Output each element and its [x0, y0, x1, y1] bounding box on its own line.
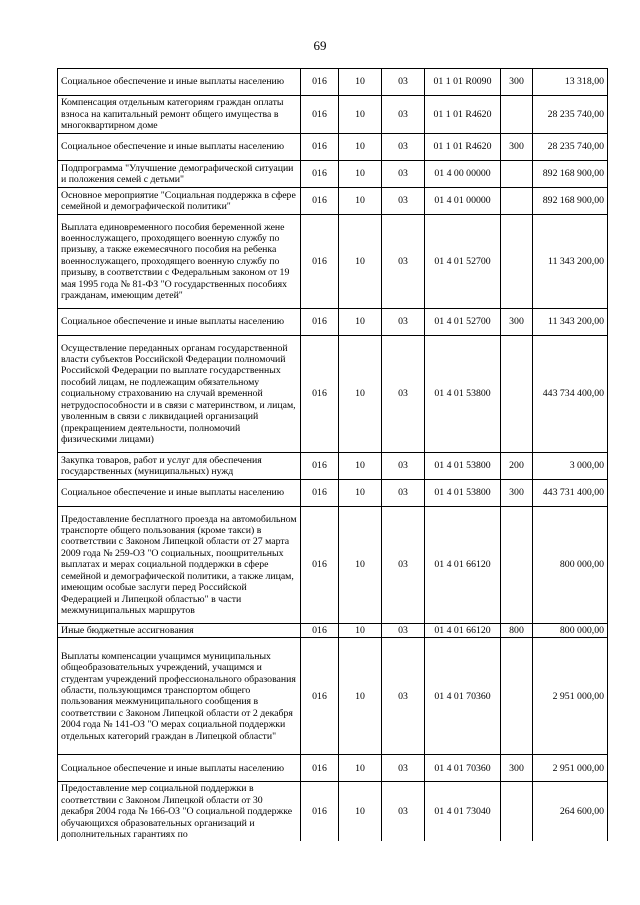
row-amount: 443 731 400,00 [533, 480, 608, 507]
row-ministry-code: 016 [301, 215, 339, 309]
row-amount: 28 235 740,00 [533, 134, 608, 161]
row-section-code: 10 [339, 96, 382, 134]
page-number: 69 [313, 38, 327, 53]
table-row [58, 96, 608, 134]
table-row [58, 188, 608, 215]
row-name: Компенсация отдельным категориям граждан оплаты взноса на капитальный ремонт общего имущества в многоквартирном доме [58, 96, 301, 134]
row-name: Осуществление переданных органам государственной власти субъектов Российской Федерации полномочий Российской Федерации по выплате государственных пособий лицам, не подлежащим обязательному социальному страхованию на случай временной нетрудоспособности и в связи с материнством, и лицам, уволенным в связи с ликвидацией организаций (прекращением деятельности, полномочий физическими лицами) [58, 336, 301, 453]
row-expense-type-code [501, 507, 533, 624]
row-section-code: 10 [339, 480, 382, 507]
row-target-code: 01 4 01 52700 [425, 309, 501, 336]
row-target-code: 01 4 01 70360 [425, 638, 501, 755]
row-subsection-code: 03 [382, 336, 425, 453]
table-row [58, 161, 608, 188]
row-ministry-code: 016 [301, 336, 339, 453]
row-ministry-code: 016 [301, 453, 339, 480]
row-amount: 2 951 000,00 [533, 755, 608, 782]
row-name: Выплата единовременного пособия беременной жене военнослужащего, проходящего военную службу по призыву, а также ежемесячного пособия на ребенка военнослужащего, проходящего военную службу по призыву, в соответствии с Федеральным законом от 19 мая 1995 года № 81-ФЗ "О государственных пособиях гражданам, имеющим детей" [58, 215, 301, 309]
row-subsection-code: 03 [382, 215, 425, 309]
row-ministry-code: 016 [301, 624, 339, 638]
table-row [58, 309, 608, 336]
row-subsection-code: 03 [382, 453, 425, 480]
row-expense-type-code: 300 [501, 309, 533, 336]
row-ministry-code: 016 [301, 188, 339, 215]
row-expense-type-code: 200 [501, 453, 533, 480]
row-ministry-code: 016 [301, 638, 339, 755]
table-row [58, 507, 608, 624]
row-amount: 28 235 740,00 [533, 96, 608, 134]
row-section-code: 10 [339, 188, 382, 215]
row-name: Иные бюджетные ассигнования [58, 624, 301, 638]
row-target-code: 01 4 01 53800 [425, 336, 501, 453]
budget-table [57, 68, 608, 841]
row-subsection-code: 03 [382, 638, 425, 755]
row-subsection-code: 03 [382, 69, 425, 96]
row-name: Социальное обеспечение и иные выплаты населению [58, 134, 301, 161]
row-amount: 892 168 900,00 [533, 188, 608, 215]
row-name: Основное мероприятие "Социальная поддержка в сфере семейной и демографической политики" [58, 188, 301, 215]
row-expense-type-code [501, 96, 533, 134]
row-section-code: 10 [339, 336, 382, 453]
row-target-code: 01 4 01 00000 [425, 188, 501, 215]
row-section-code: 10 [339, 638, 382, 755]
row-amount: 2 951 000,00 [533, 638, 608, 755]
row-name: Подпрограмма "Улучшение демографической ситуации и положения семей с детьми" [58, 161, 301, 188]
row-section-code: 10 [339, 161, 382, 188]
row-target-code: 01 4 01 53800 [425, 480, 501, 507]
row-section-code: 10 [339, 215, 382, 309]
row-subsection-code: 03 [382, 782, 425, 842]
row-name: Предоставление мер социальной поддержки в соответствии с Законом Липецкой области от 30 декабря 2004 года № 166-ОЗ "О социальной поддержке обучающихся образовательных организаций и дополнительных гарантиях по [58, 782, 301, 842]
row-target-code: 01 4 00 00000 [425, 161, 501, 188]
row-subsection-code: 03 [382, 161, 425, 188]
table-row [58, 134, 608, 161]
row-ministry-code: 016 [301, 69, 339, 96]
row-expense-type-code [501, 161, 533, 188]
row-expense-type-code: 300 [501, 134, 533, 161]
row-amount: 11 343 200,00 [533, 215, 608, 309]
row-amount: 264 600,00 [533, 782, 608, 842]
row-expense-type-code: 300 [501, 480, 533, 507]
row-subsection-code: 03 [382, 480, 425, 507]
row-ministry-code: 016 [301, 309, 339, 336]
row-expense-type-code [501, 188, 533, 215]
table-row [58, 336, 608, 453]
row-expense-type-code: 300 [501, 755, 533, 782]
row-expense-type-code [501, 215, 533, 309]
row-target-code: 01 4 01 70360 [425, 755, 501, 782]
table-row [58, 453, 608, 480]
row-ministry-code: 016 [301, 96, 339, 134]
row-subsection-code: 03 [382, 134, 425, 161]
row-subsection-code: 03 [382, 624, 425, 638]
row-subsection-code: 03 [382, 188, 425, 215]
row-ministry-code: 016 [301, 782, 339, 842]
row-ministry-code: 016 [301, 161, 339, 188]
table-row [58, 782, 608, 842]
table-row [58, 638, 608, 755]
row-ministry-code: 016 [301, 507, 339, 624]
row-ministry-code: 016 [301, 134, 339, 161]
row-amount: 13 318,00 [533, 69, 608, 96]
row-expense-type-code [501, 782, 533, 842]
row-amount: 800 000,00 [533, 624, 608, 638]
row-target-code: 01 4 01 73040 [425, 782, 501, 842]
row-expense-type-code [501, 336, 533, 453]
row-section-code: 10 [339, 69, 382, 96]
row-expense-type-code: 800 [501, 624, 533, 638]
table-row [58, 480, 608, 507]
row-target-code: 01 4 01 66120 [425, 624, 501, 638]
row-section-code: 10 [339, 453, 382, 480]
table-row [58, 755, 608, 782]
row-ministry-code: 016 [301, 755, 339, 782]
row-expense-type-code: 300 [501, 69, 533, 96]
row-subsection-code: 03 [382, 96, 425, 134]
row-section-code: 10 [339, 755, 382, 782]
row-target-code: 01 4 01 66120 [425, 507, 501, 624]
row-subsection-code: 03 [382, 507, 425, 624]
row-section-code: 10 [339, 507, 382, 624]
row-name: Социальное обеспечение и иные выплаты населению [58, 480, 301, 507]
row-section-code: 10 [339, 309, 382, 336]
row-amount: 3 000,00 [533, 453, 608, 480]
row-name: Социальное обеспечение и иные выплаты населению [58, 69, 301, 96]
row-amount: 11 343 200,00 [533, 309, 608, 336]
row-subsection-code: 03 [382, 755, 425, 782]
row-name: Социальное обеспечение и иные выплаты населению [58, 755, 301, 782]
row-target-code: 01 1 01 R0090 [425, 69, 501, 96]
row-section-code: 10 [339, 782, 382, 842]
table-row [58, 69, 608, 96]
row-ministry-code: 016 [301, 480, 339, 507]
row-amount: 443 734 400,00 [533, 336, 608, 453]
row-target-code: 01 4 01 53800 [425, 453, 501, 480]
row-section-code: 10 [339, 624, 382, 638]
row-target-code: 01 1 01 R4620 [425, 96, 501, 134]
row-name: Закупка товаров, работ и услуг для обеспечения государственных (муниципальных) нужд [58, 453, 301, 480]
row-name: Выплаты компенсации учащимся муниципальных общеобразовательных учреждений, учащимся и студентам учреждений профессионального образования области, пользующимся транспортом общего пользования межмуниципального сообщения в соответствии с Законом Липецкой области от 2 декабря 2004 года № 141-ОЗ "О мерах социальной поддержки отдельных категорий граждан в Липецкой области" [58, 638, 301, 755]
table-row [58, 215, 608, 309]
row-target-code: 01 1 01 R4620 [425, 134, 501, 161]
row-section-code: 10 [339, 134, 382, 161]
table-row [58, 624, 608, 638]
row-amount: 892 168 900,00 [533, 161, 608, 188]
row-expense-type-code [501, 638, 533, 755]
row-name: Социальное обеспечение и иные выплаты населению [58, 309, 301, 336]
row-name: Предоставление бесплатного проезда на автомобильном транспорте общего пользования (кроме такси) в соответствии с Законом Липецкой области от 27 марта 2009 года № 259-ОЗ "О социальных, поощрительных выплатах и мерах социальной поддержки в сфере семейной и демографической политики, а также лицам, имеющим особые заслуги перед Российской Федерацией и Липецкой областью" в части межмуниципальных маршрутов [58, 507, 301, 624]
row-amount: 800 000,00 [533, 507, 608, 624]
row-subsection-code: 03 [382, 309, 425, 336]
row-target-code: 01 4 01 52700 [425, 215, 501, 309]
